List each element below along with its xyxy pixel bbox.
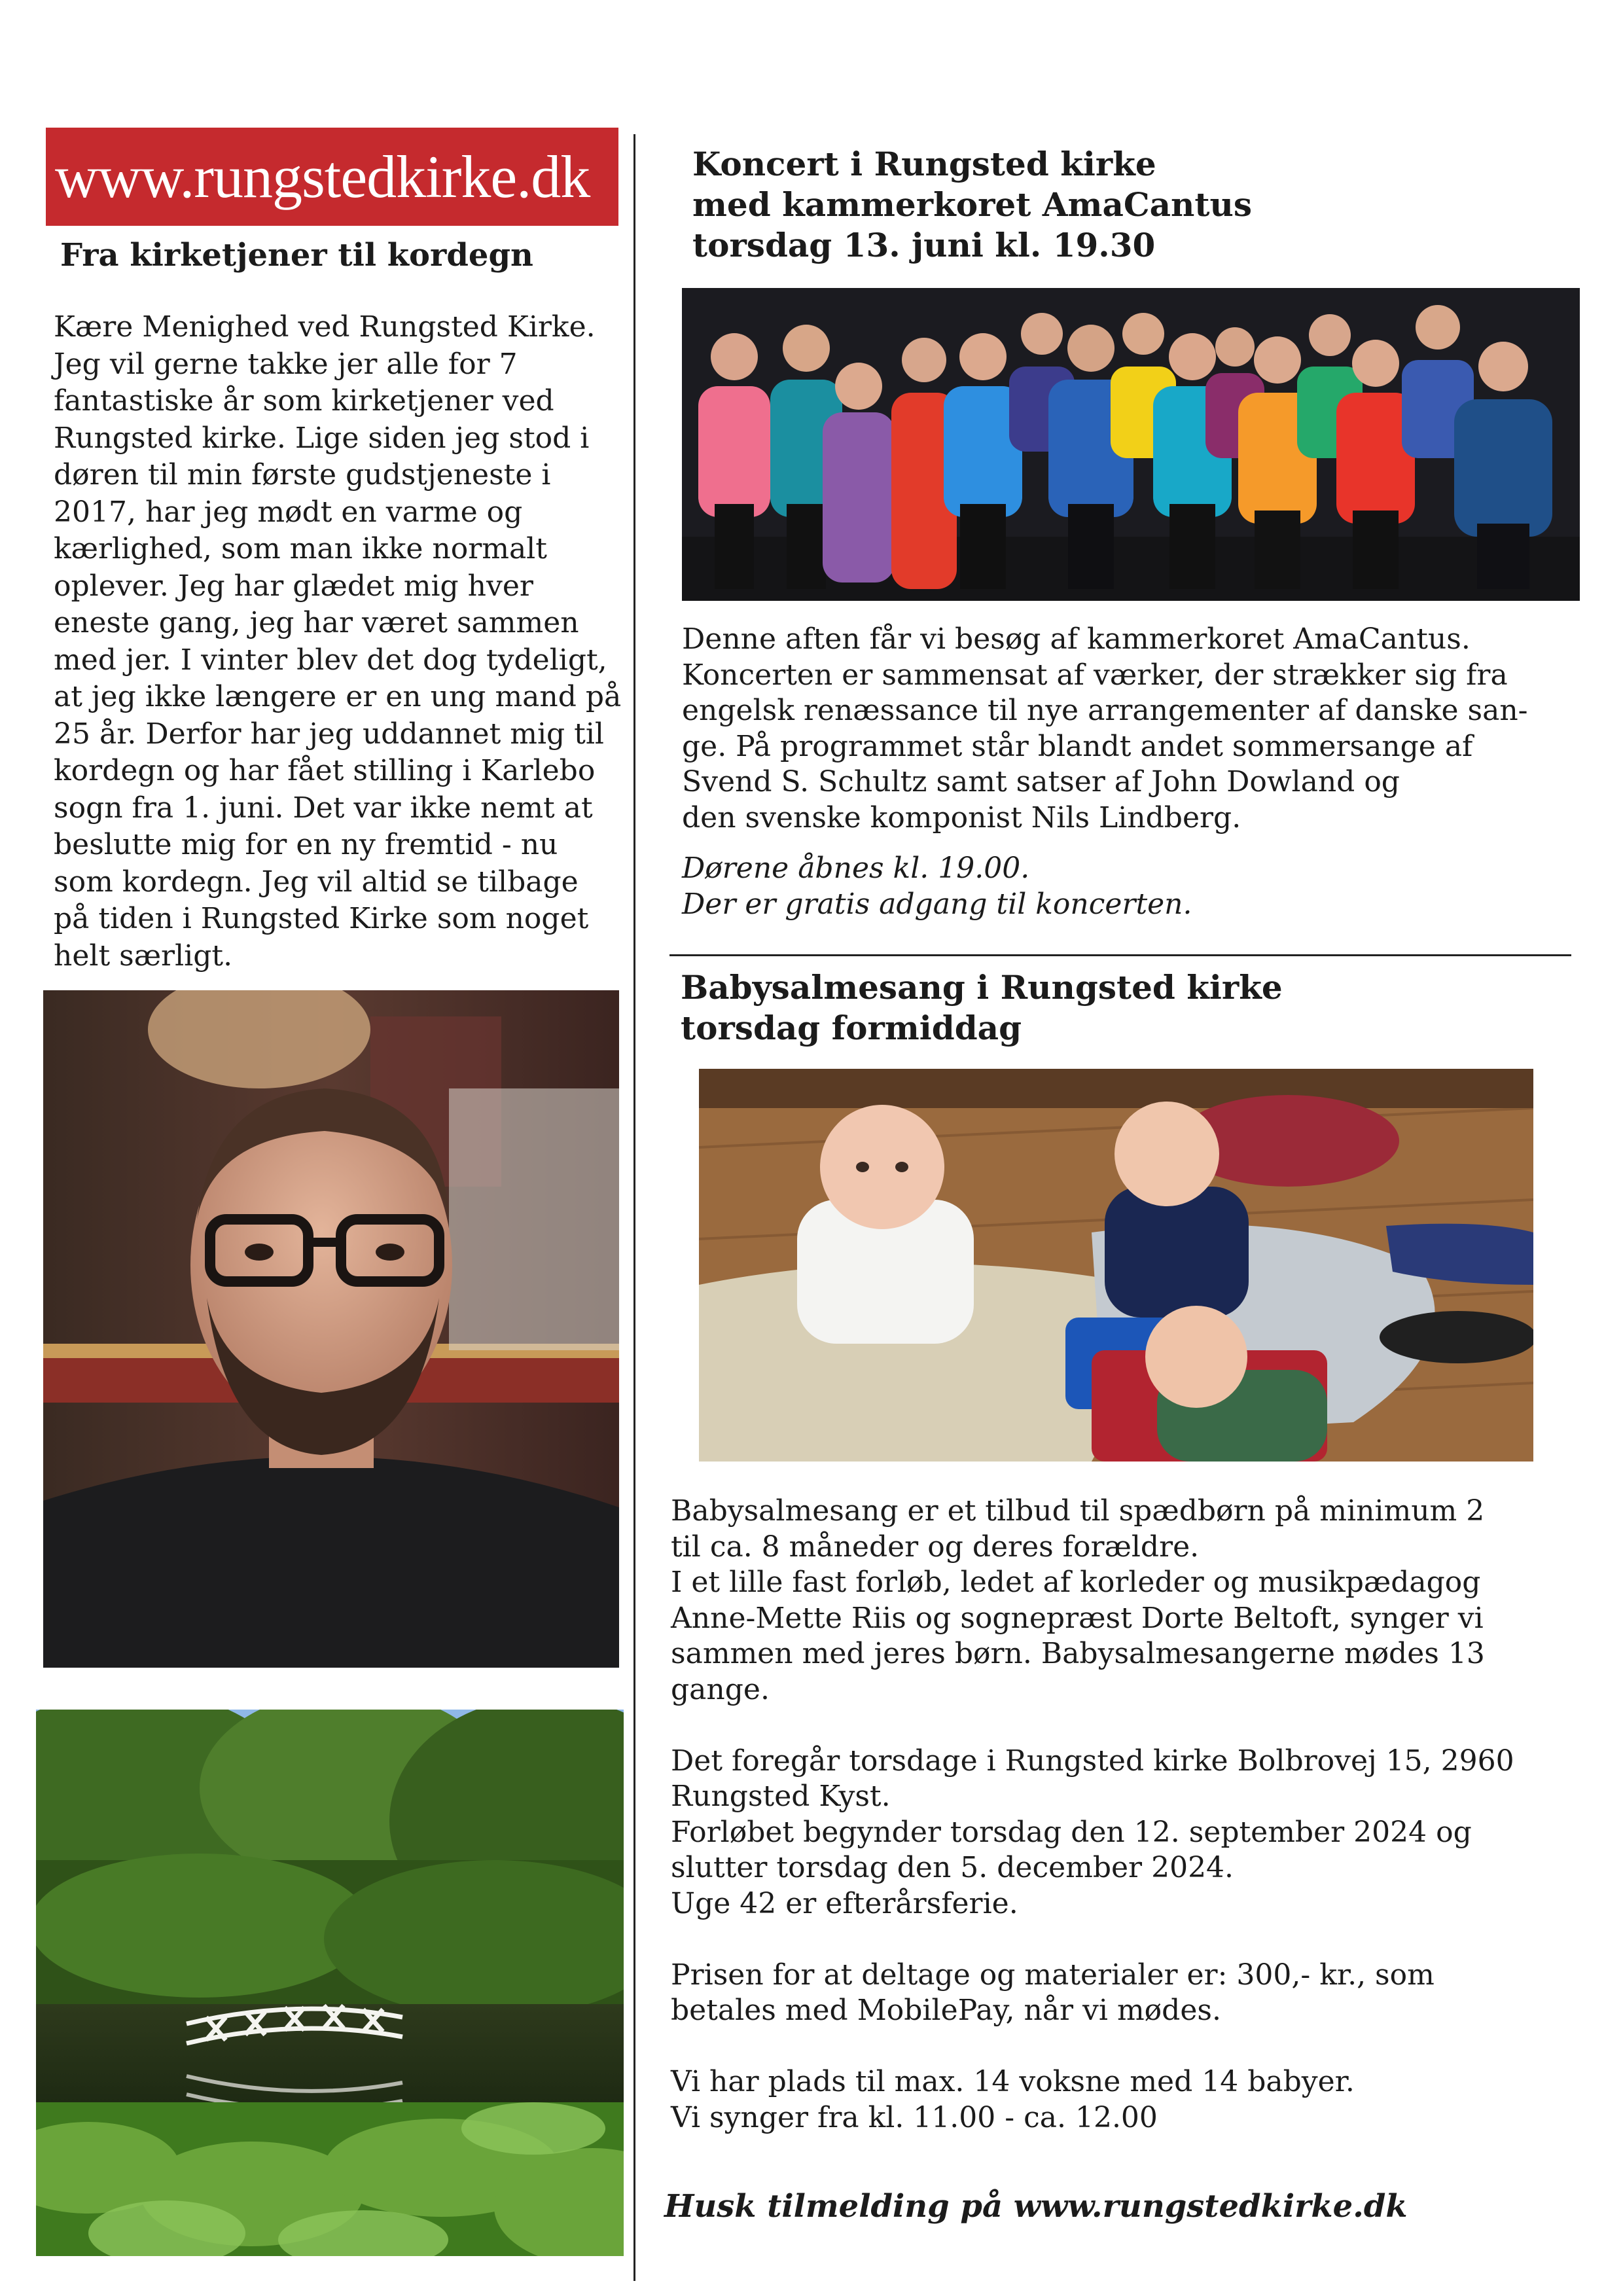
text-line: kordegn og har fået stilling i Karlebo xyxy=(54,754,596,787)
text-line: Rungsted kirke. Lige siden jeg stod i xyxy=(54,421,590,455)
article-heading-kirketjener: Fra kirketjener til kordegn xyxy=(60,237,533,274)
heading-line: med kammerkoret AmaCantus xyxy=(692,185,1252,224)
text-line: beslutte mig for en ny fremtid - nu xyxy=(54,828,558,861)
text-line: Svend S. Schultz samt satser af John Dowland og xyxy=(682,765,1400,798)
text-line: gange. xyxy=(671,1672,770,1706)
choir-photo xyxy=(682,288,1580,601)
text-line: Anne-Mette Riis og sognepræst Dorte Beltoft, synger vi xyxy=(671,1601,1484,1635)
text-line: Koncerten er sammensat af værker, der strækker sig fra xyxy=(682,658,1508,692)
text-line: engelsk renæssance til nye arrangementer af danske san- xyxy=(682,694,1528,727)
concert-body xyxy=(682,622,1528,836)
text-line: Der er gratis adgang til koncerten. xyxy=(682,887,1192,921)
text-line xyxy=(671,1708,1514,1744)
text-line: Vi synger fra kl. 11.00 - ca. 12.00 xyxy=(671,2100,1158,2134)
text-line: Prisen for at deltage og materialer er: 300,- kr., som xyxy=(671,1958,1435,1992)
babies-photo xyxy=(699,1069,1533,1462)
signup-note: Husk tilmelding på www.rungstedkirke.dk xyxy=(664,2188,1408,2225)
text-line: helt særligt. xyxy=(54,939,233,973)
text-line: Dørene åbnes kl. 19.00. xyxy=(682,852,1030,885)
text-line: Uge 42 er efterårsferie. xyxy=(671,1886,1018,1920)
text-line: Forløbet begynder torsdag den 12. september 2024 og xyxy=(671,1815,1472,1849)
text-line: døren til min første gudstjeneste i xyxy=(54,458,551,492)
text-line: I et lille fast forløb, ledet af korleder og musikpædagog xyxy=(671,1566,1481,1599)
text-line: på tiden i Rungsted Kirke som noget xyxy=(54,902,589,935)
text-line: oplever. Jeg har glædet mig hver xyxy=(54,569,533,603)
text-line: Det foregår torsdage i Rungsted kirke Bolbrovej 15, 2960 xyxy=(671,1744,1514,1778)
text-line: at jeg ikke længere er en ung mand på xyxy=(54,680,622,713)
text-line: kærlighed, som man ikke normalt xyxy=(54,532,547,565)
text-line: ge. På programmet står blandt andet sommersange af xyxy=(682,729,1473,763)
text-line: slutter torsdag den 5. december 2024. xyxy=(671,1851,1234,1884)
text-line: Vi har plads til max. 14 voksne med 14 babyer. xyxy=(671,2065,1355,2098)
text-line: Denne aften får vi besøg af kammerkoret AmaCantus. xyxy=(682,622,1471,656)
concert-note xyxy=(682,851,1192,922)
text-line: Jeg vil gerne takke jer alle for 7 xyxy=(54,347,518,381)
heading-line: torsdag 13. juni kl. 19.30 xyxy=(692,226,1156,264)
text-line: som kordegn. Jeg vil altid se tilbage xyxy=(54,865,579,899)
text-line: sammen med jeres børn. Babysalmesangerne mødes 13 xyxy=(671,1637,1485,1670)
article-body-kirketjener xyxy=(54,309,630,975)
section-divider xyxy=(669,954,1571,956)
garden-bridge-photo xyxy=(36,1710,624,2256)
text-line: Rungsted Kyst. xyxy=(671,1780,891,1813)
babysalmesang-body xyxy=(671,1494,1514,2136)
heading-line: Babysalmesang i Rungsted kirke xyxy=(681,968,1283,1007)
website-banner: www.rungstedkirke.dk xyxy=(46,128,618,226)
heading-line: Koncert i Rungsted kirke xyxy=(692,145,1156,183)
heading-line: torsdag formiddag xyxy=(681,1009,1022,1047)
text-line: sogn fra 1. juni. Det var ikke nemt at xyxy=(54,791,593,825)
portrait-photo xyxy=(43,990,619,1668)
text-line: Kære Menighed ved Rungsted Kirke. xyxy=(54,310,596,344)
text-line: Babysalmesang er et tilbud til spædbørn på minimum 2 xyxy=(671,1494,1485,1528)
text-line: 25 år. Derfor har jeg uddannet mig til xyxy=(54,717,605,751)
text-line: fantastiske år som kirketjener ved xyxy=(54,384,554,418)
text-line xyxy=(671,2029,1514,2065)
text-line: eneste gang, jeg har været sammen xyxy=(54,606,579,639)
text-line xyxy=(671,1922,1514,1958)
text-line: betales med MobilePay, når vi mødes. xyxy=(671,1994,1221,2027)
text-line: 2017, har jeg mødt en varme og xyxy=(54,495,523,529)
column-divider xyxy=(633,134,635,2281)
babysalmesang-heading xyxy=(681,967,1283,1049)
text-line: med jer. I vinter blev det dog tydeligt, xyxy=(54,643,607,677)
concert-heading xyxy=(692,144,1252,266)
text-line: til ca. 8 måneder og deres forældre. xyxy=(671,1530,1200,1564)
text-line: den svenske komponist Nils Lindberg. xyxy=(682,800,1241,834)
